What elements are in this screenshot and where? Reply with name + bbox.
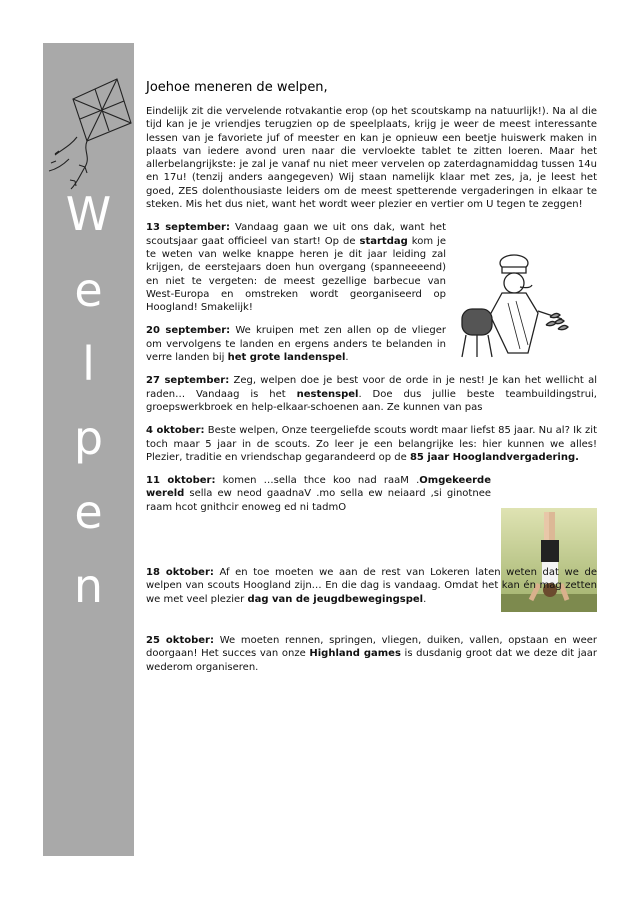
event-text: is dusdanig groot dat we deze dit jaar wederom organiseren. [146,648,597,673]
event-item [146,424,597,464]
intro-paragraph: Eindelijk zit die vervelende rotvakantie erop (op het scoutskamp na natuurlijk!). Na al die tijd kan je je vriendjes terugzien op de speelplaats, krijg je weer de meest interessante lessen van je favoriete juf of meester en kan je opnieuw een beetje huiswerk maken in plaats van iedere avond uren naar die vervloekte tablet te zitten loeren. Maar het allerbelangrijkste: je zal je vanaf nu niet meer vervelen op zaterdagnamiddag tussen 14u en 17u! (tenzij anders aangegeven) Wij staan namelijk klaar met zes, ja, je leest het goed, ZES dolenthousiaste leiders om de meest spetterende vergaderingen in elkaar te steken. Mis het dus niet, want het wordt weer plezier en vertier om U tegen te zeggen! [146,106,597,211]
article-body [146,80,597,684]
event-text: We kruipen met zen allen op de vlieger om vervolgens te landen en ergens anders te belanden in verre landen bij [146,325,446,364]
event-item [146,324,446,364]
event-highlight: startdag [359,235,408,247]
sidebar-letter: e [74,485,103,539]
kite-icon [47,71,133,191]
sidebar-letter: p [73,411,104,465]
event-text: Zeg, welpen doe je best voor de orde in je nest! Je kan het wellicht al raden… Vandaag is het [146,375,597,400]
event-text: . Doe dus jullie beste teambuildingstrui, groepswerkbroek en help-elkaar-schoenen aan. Ze kunnen van pas [146,388,597,413]
sidebar-letter: W [65,187,112,241]
greeting-heading: Joehoe meneren de welpen, [146,80,328,95]
event-text: . [345,352,349,364]
event-highlight: dag van de jeugdbewegingspel [247,593,424,605]
event-date: 11 oktober: [146,475,216,487]
event-text: sella ew neod gaadnaV .mo sella ew neiaard ,si ginotnee raam hcot gnithcir enoweg ed ni tadmO [146,488,491,513]
event-highlight: 85 jaar Hooglandvergadering. [409,451,579,463]
event-item [146,566,597,606]
event-highlight: Highland games [309,648,401,660]
event-date: 13 september: [146,222,230,234]
sidebar-letter: l [82,337,95,391]
event-text: . [423,593,427,605]
event-text: We moeten rennen, springen, vliegen, duiken, vallen, opstaan en weer doorgaan! Het succes van onze [146,634,597,660]
event-text: kom je te weten van welke knappe heren je dit jaar leiding zal krijgen, de eerstejaars doen hun overgang (spanneeeend) en niet te vergeten: de meest gezellige barbecue van West-Europa en omstreken wordt georganiseerd op Hoogland! Smakelijk! [146,235,446,314]
event-item [146,221,446,314]
event-text: Vandaag gaan we uit ons dak, want het scoutsjaar gaat officieel van start! Op de [146,222,446,247]
event-date: 20 september: [146,325,231,337]
event-text: komen …sella thce koo nad raaM . [215,475,420,487]
event-date: 25 oktober: [146,634,214,646]
event-date: 18 oktober: [146,567,214,579]
sidebar-banner [43,43,134,856]
event-highlight: nestenspel [296,388,359,400]
event-date: 27 september: [146,375,230,387]
event-date: 4 oktober: [146,425,205,437]
event-text: Beste welpen, Onze teergeliefde scouts wordt maar liefst 85 jaar. Nu al? Ik zit toch maar 5 jaar in de scouts. Zo leer je een belangrijke les: hier kunnen we alles! Plezier, traditie en vriendschap gegarandeerd op de [146,425,597,463]
event-item [146,634,597,674]
sidebar-letter: e [74,263,103,317]
sidebar-letter: n [73,559,104,613]
event-item [146,474,491,514]
event-highlight: het grote landenspel [227,352,346,364]
event-highlight: Omgekeerde wereld [146,475,491,500]
event-text: Af en toe moeten we aan de rest van Lokeren laten weten dat we de welpen van scouts Hoogland zijn… En die dag is vandaag. Omdat het kan én mag zetten we met veel plezier [146,567,597,605]
event-item [146,374,597,414]
